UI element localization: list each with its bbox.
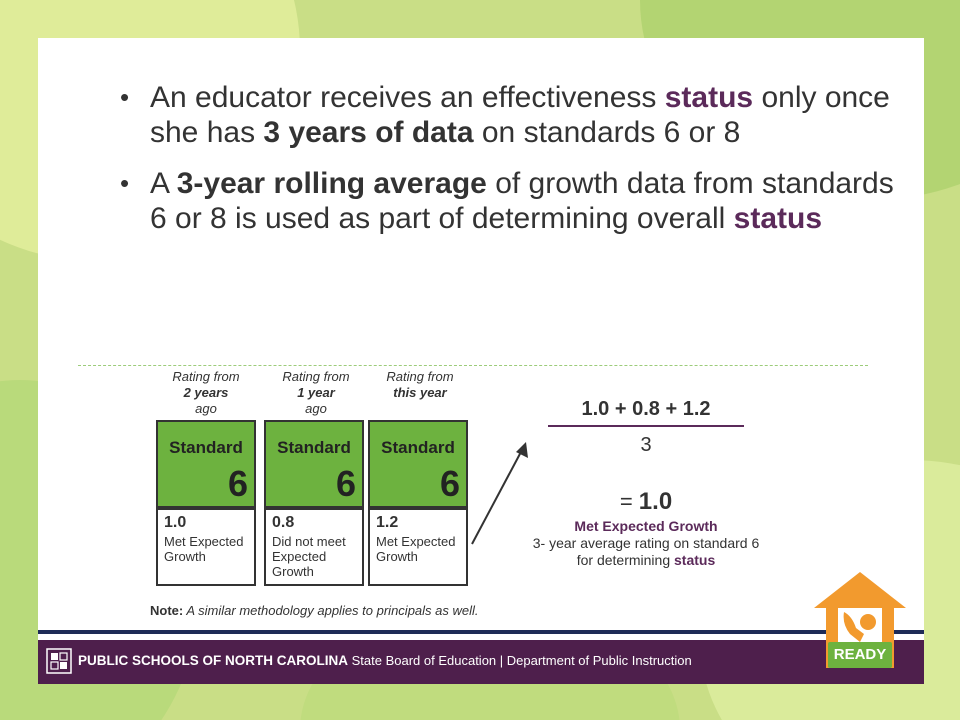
standard-number: 6 [227,463,248,504]
rating-value: 0.8 [272,514,295,531]
divider-line [78,365,868,366]
formula-numerator: 1.0 + 0.8 + 1.2 [581,398,711,420]
bullet-text: An educator receives an effectiveness status only once she has 3 years of data on standards 6 or 8 [150,81,890,149]
formula-result: = 1.0 [619,488,673,515]
column-caption: Rating from 2 years ago [172,369,240,416]
column-caption: Rating from 1 year ago [282,369,350,416]
fraction-bar [548,425,744,427]
rating-box [368,508,468,586]
standard-label: Standard [169,438,243,457]
rating-text: Did not meet Expected Growth [272,534,346,579]
state-seal-icon [46,648,72,674]
column-caption: Rating from this year [386,369,454,400]
ready-logo-label: READY [828,642,892,668]
standard-box [156,420,256,508]
rating-box [156,508,256,586]
bullet-dot-icon: • [120,82,130,112]
organization-name: PUBLIC SCHOOLS OF NORTH CAROLINA State Board of Education | Department of Public Instruction [78,653,692,668]
footnote: Note: A similar methodology applies to principals as well. [150,603,479,618]
bullet-list [116,80,896,252]
standard-number: 6 [335,463,356,504]
bullet-item [116,166,896,236]
slide-content [38,38,924,684]
bullet-text: A 3-year rolling average of growth data from standards 6 or 8 is used as part of determining overall status [150,167,894,235]
standard-box [264,420,364,508]
bullet-dot-icon: • [120,168,130,198]
rating-text: Met Expected Growth [164,534,244,564]
standard-box [368,420,468,508]
rating-value: 1.0 [164,514,187,531]
footer-bar [38,640,924,684]
standard-label: Standard [277,438,351,457]
result-description: 3- year average rating on standard 6 for determining status [532,535,760,568]
rating-text: Met Expected Growth [376,534,456,564]
standard-label: Standard [381,438,455,457]
formula-denominator: 3 [640,434,652,456]
bullet-item [116,80,896,150]
rating-value: 1.2 [376,514,399,531]
result-label: Met Expected Growth [574,518,718,534]
standard-number: 6 [439,463,460,504]
rating-box [264,508,364,586]
